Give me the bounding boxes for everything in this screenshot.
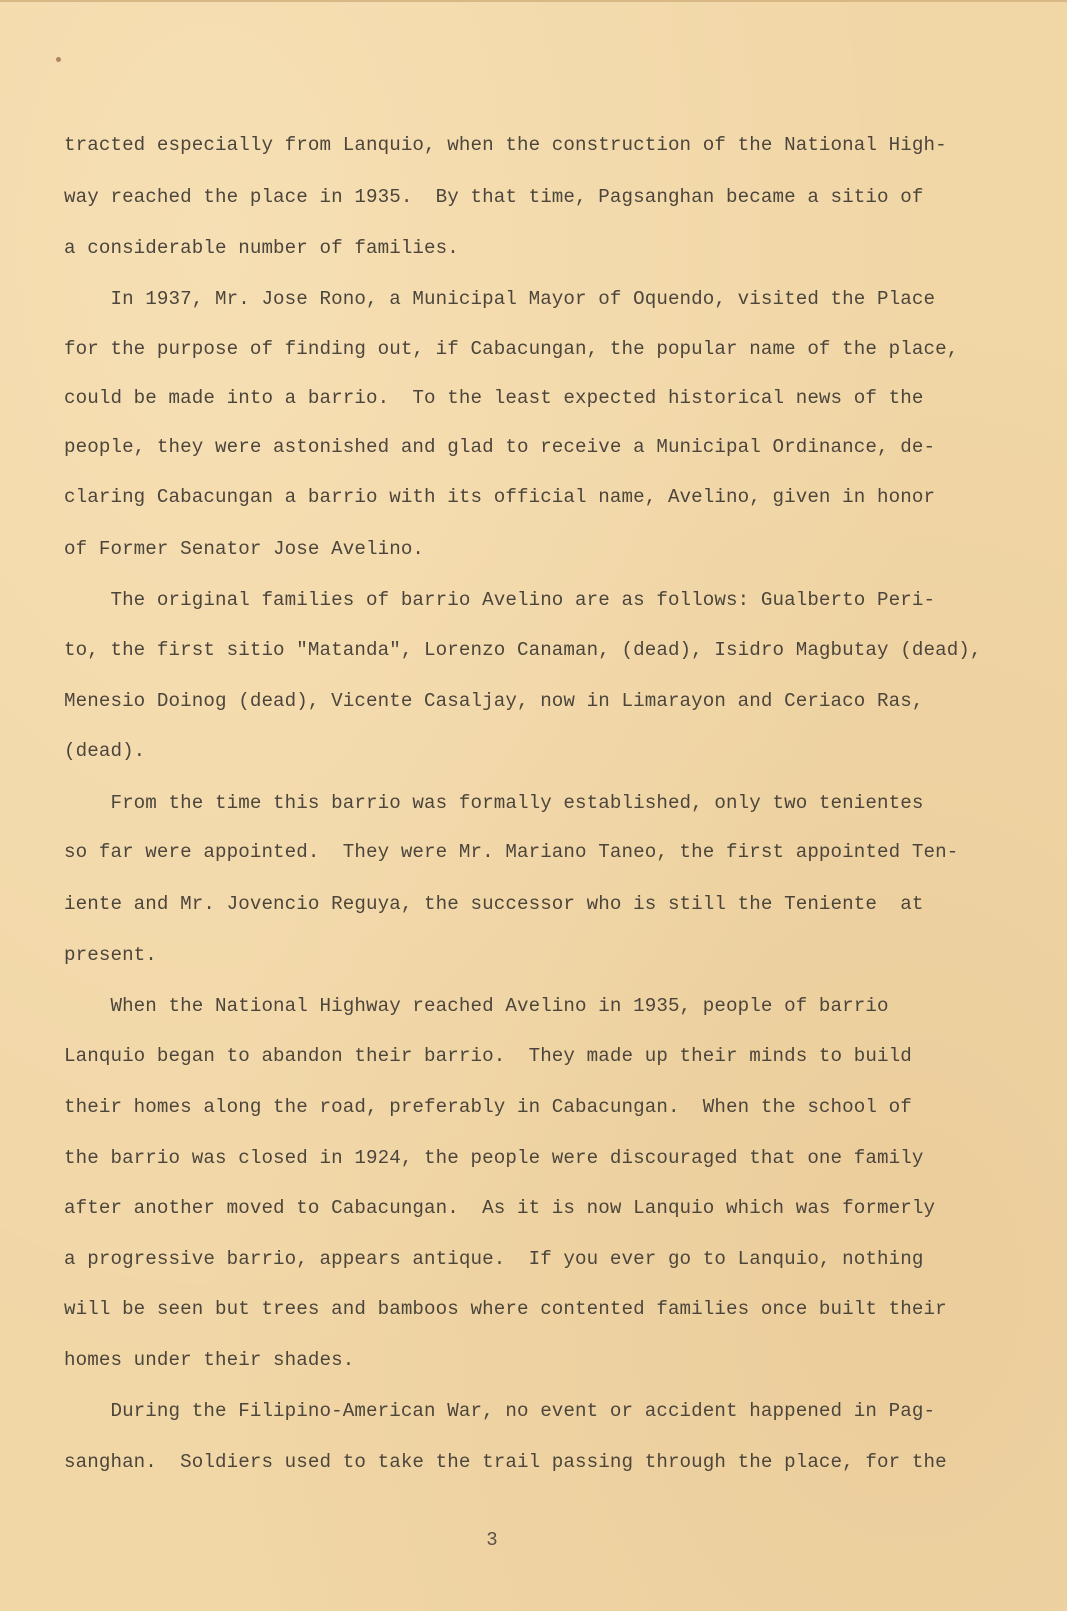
text-line: after another moved to Cabacungan. As it is now Lanquio which was formerly [64, 1197, 936, 1219]
text-line: In 1937, Mr. Jose Rono, a Municipal Mayor of Oquendo, visited the Place [64, 288, 936, 310]
punch-mark [56, 57, 61, 62]
text-line: the barrio was closed in 1924, the people were discouraged that one family [64, 1147, 924, 1169]
text-line: a considerable number of families. [64, 237, 459, 259]
text-line: will be seen but trees and bamboos where contented families once built their [64, 1298, 947, 1320]
text-line: so far were appointed. They were Mr. Mariano Taneo, the first appointed Ten- [64, 841, 959, 863]
text-line: present. [64, 944, 157, 966]
text-line: homes under their shades. [64, 1349, 355, 1371]
text-line: people, they were astonished and glad to receive a Municipal Ordinance, de- [64, 436, 936, 458]
text-line: a progressive barrio, appears antique. If you ever go to Lanquio, nothing [64, 1248, 924, 1270]
text-line: claring Cabacungan a barrio with its official name, Avelino, given in honor [64, 486, 936, 508]
text-line: could be made into a barrio. To the least expected historical news of the [64, 387, 924, 409]
page-top-edge [0, 0, 1067, 2]
text-line: Lanquio began to abandon their barrio. They made up their minds to build [64, 1045, 912, 1067]
text-line: (dead). [64, 740, 146, 762]
text-line: When the National Highway reached Avelino in 1935, people of barrio [64, 995, 889, 1017]
text-line: The original families of barrio Avelino are as follows: Gualberto Peri- [64, 589, 936, 611]
text-line: From the time this barrio was formally established, only two tenientes [64, 792, 924, 814]
text-line: their homes along the road, preferably in Cabacungan. When the school of [64, 1096, 912, 1118]
text-line: Menesio Doinog (dead), Vicente Casaljay, now in Limarayon and Ceriaco Ras, [64, 690, 924, 712]
text-line: During the Filipino-American War, no event or accident happened in Pag- [64, 1400, 936, 1422]
text-line: iente and Mr. Jovencio Reguya, the successor who is still the Teniente at [64, 893, 924, 915]
text-line: to, the first sitio "Matanda", Lorenzo Canaman, (dead), Isidro Magbutay (dead), [64, 639, 982, 661]
text-line: of Former Senator Jose Avelino. [64, 538, 425, 560]
page-number: 3 [486, 1529, 498, 1551]
text-line: way reached the place in 1935. By that time, Pagsanghan became a sitio of [64, 186, 924, 208]
text-line: sanghan. Soldiers used to take the trail passing through the place, for the [64, 1451, 947, 1473]
text-line: tracted especially from Lanquio, when the construction of the National High- [64, 134, 947, 156]
text-line: for the purpose of finding out, if Cabacungan, the popular name of the place, [64, 338, 959, 360]
